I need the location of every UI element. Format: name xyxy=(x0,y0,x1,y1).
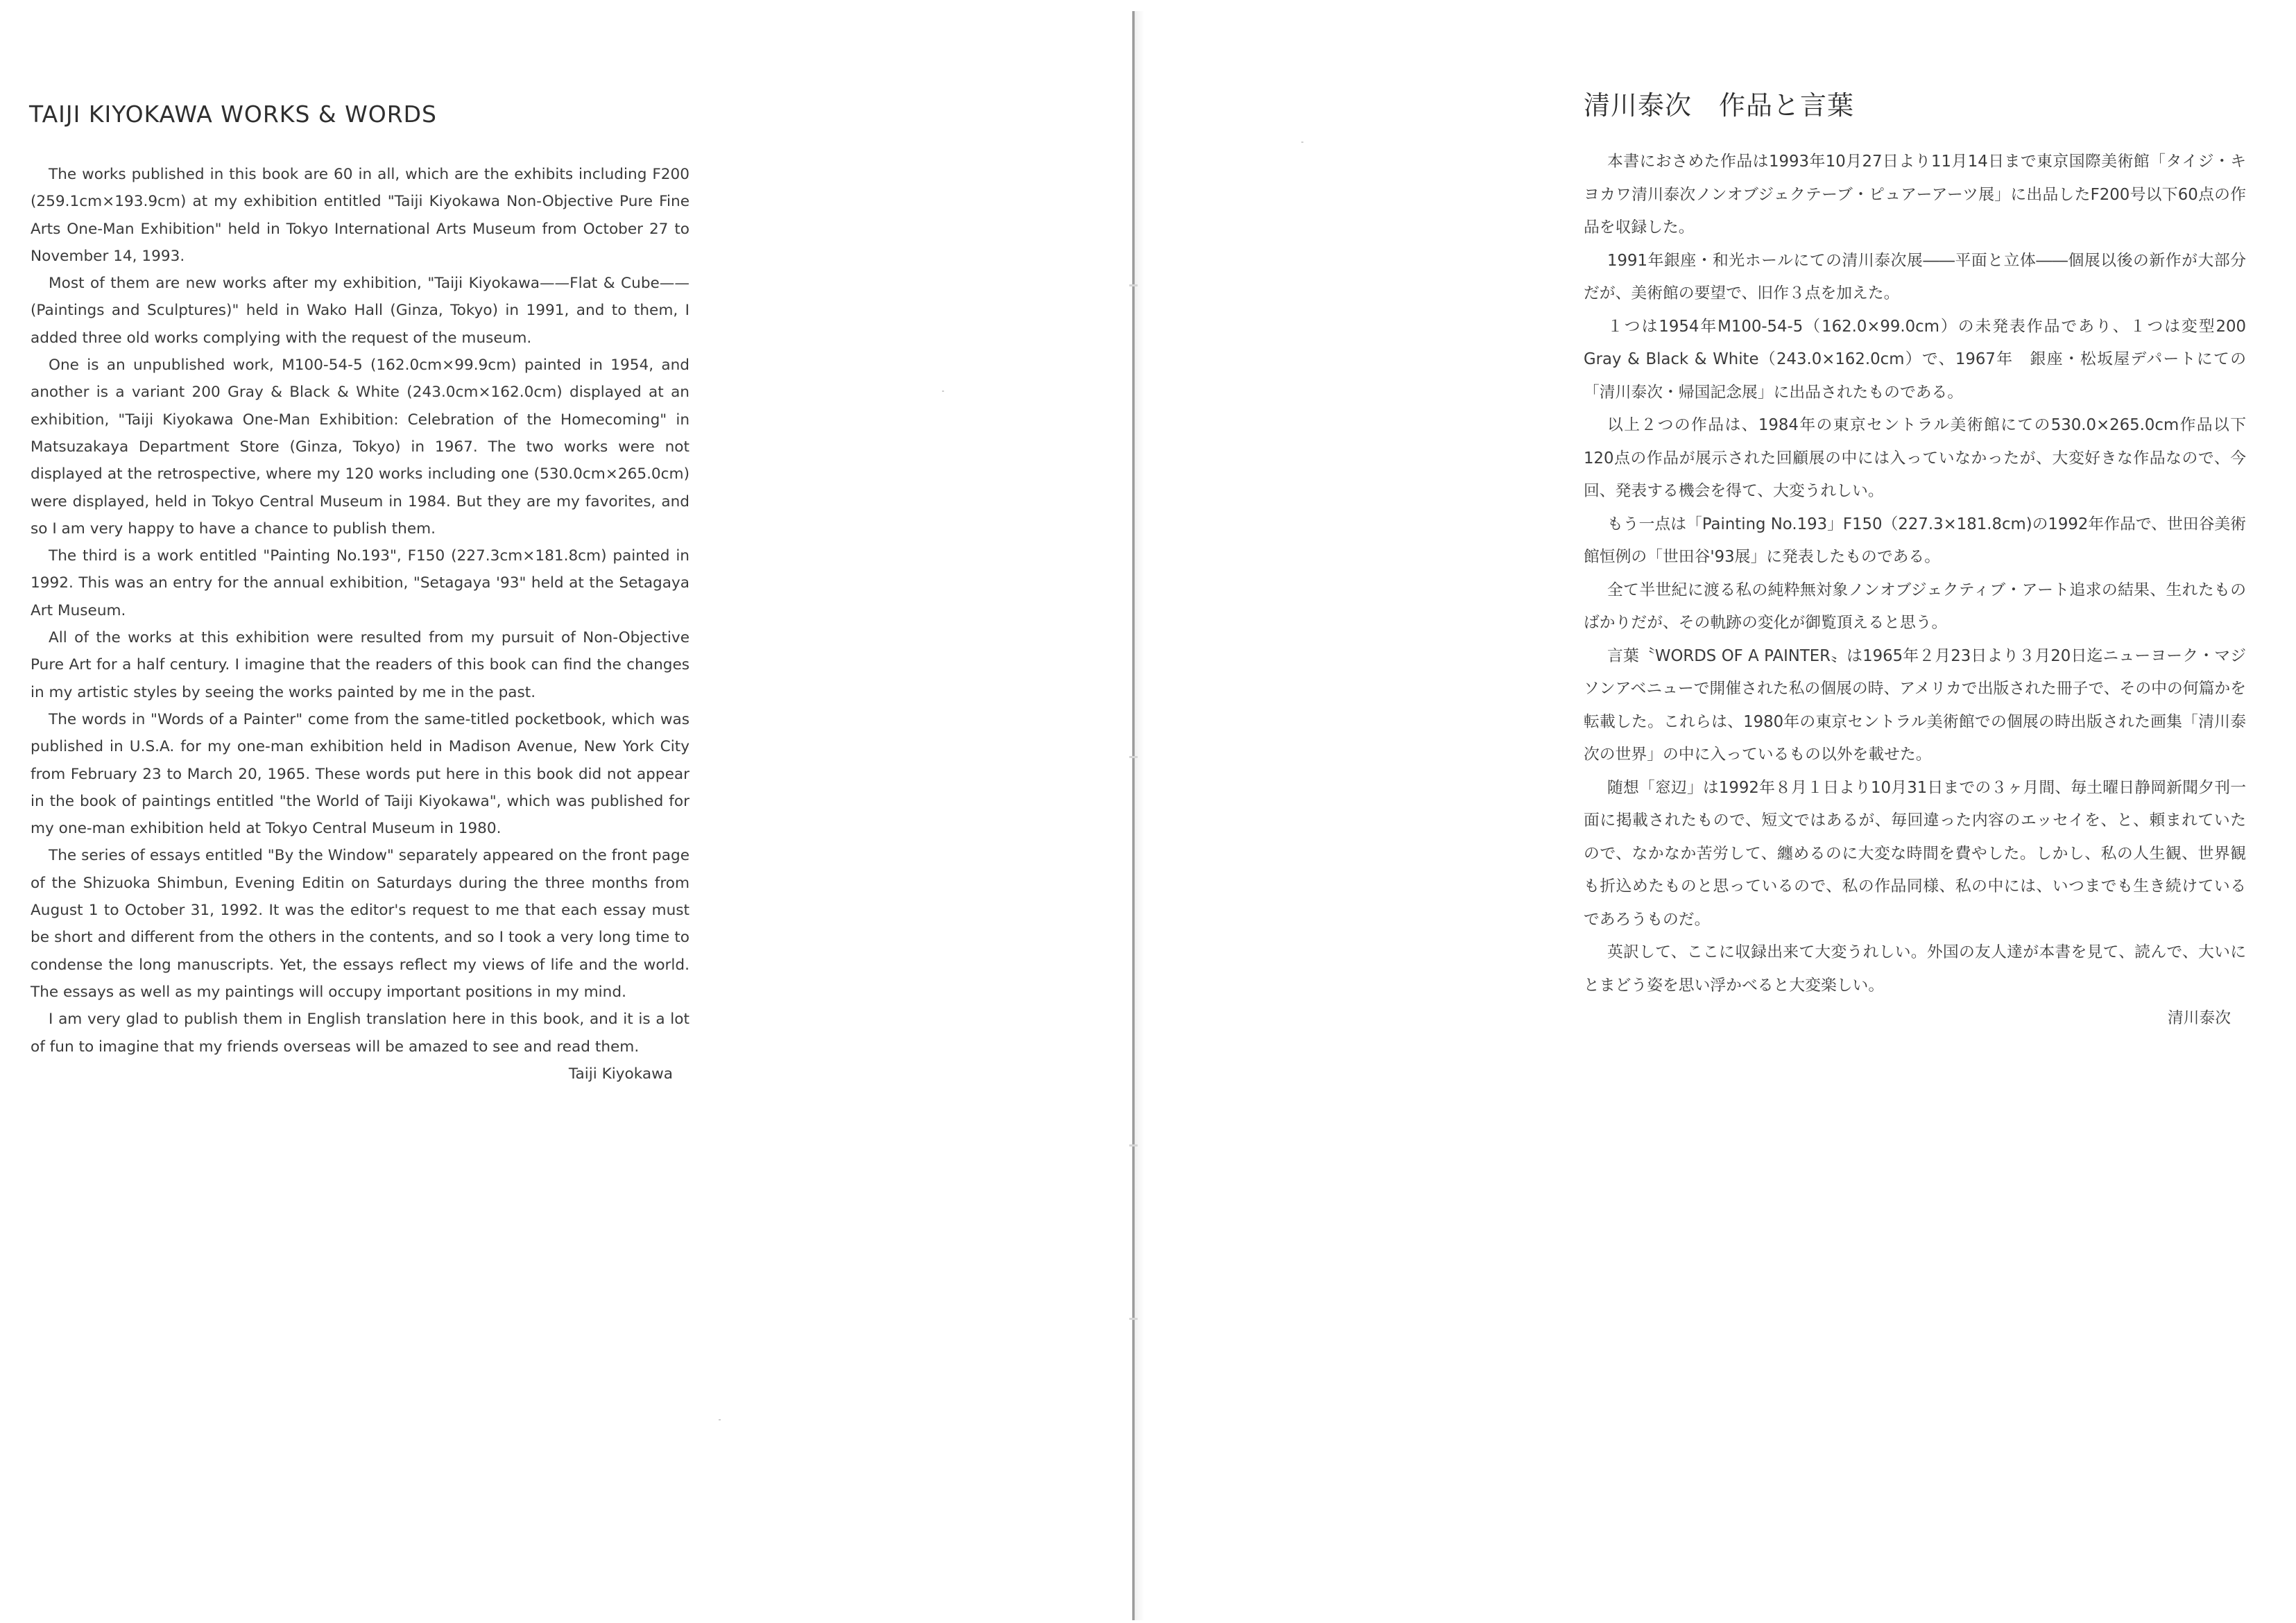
english-paragraph-8: I am very glad to publish them in English translation here in this book, and it is a lot of fun to imagine that my friends overseas will be amazed to see and read them. xyxy=(31,1011,689,1056)
binding-stitch xyxy=(1129,284,1138,286)
english-paragraph-6: The words in "Words of a Painter" come from the same-titled pocketbook, which was published in U.S.A. for my one-man exhibition held in Madison Avenue, New York City from February 23 to March 20, 1965. These words put here in this book did not appear in the book of paintings entitled "the World of Taiji Kiyokawa", which was published for my one-man exhibition held at Tokyo Central Museum in 1980. xyxy=(31,710,689,838)
japanese-paragraph-2: 1991年銀座・和光ホールにての清川泰次展――平面と立体――個展以後の新作が大部分だが、美術館の要望で、旧作３点を加えた。 xyxy=(1584,251,2246,302)
english-title: TAIJI KIYOKAWA WORKS & WORDS xyxy=(29,101,438,128)
japanese-paragraph-3: １つは1954年M100-54-5（162.0×99.0cm）の未発表作品であり、１つは変型200 Gray & Black & White（243.0×162.0cm）で、1967年 銀座・松坂屋デパートにての「清川泰次・帰国記念展」に出品されたものである。 xyxy=(1584,317,2246,402)
japanese-paragraph-6: 全て半世紀に渡る私の純粋無対象ノンオブジェクティブ・アート追求の結果、生れたものばかりだが、その軌跡の変化が御覧頂えると思う。 xyxy=(1584,581,2246,632)
japanese-title: 清川泰次 作品と言葉 xyxy=(1584,90,1855,121)
english-paragraph-3: One is an unpublished work, M100-54-5 (162.0cm×99.9cm) painted in 1954, and another is a variant 200 Gray & Black & White (243.0cm×162.0cm) displayed at an exhibition, "Taiji Kiyokawa One-Man Exhibition: Celebration of the Homecoming" in Matsuzakaya Department Store (Ginza, Tokyo) in 1967. The two works were not displayed at the retrospective, where my 120 works including one (530.0cm×265.0cm) were displayed, held in Tokyo Central Museum in 1984. But they are my favorites, and so I am very happy to have a chance to publish them. xyxy=(31,357,689,538)
english-paragraph-7: The series of essays entitled "By the Window" separately appeared on the front page of the Shizuoka Shimbun, Evening Editin on Saturdays during the three months from August 1 to October 31, 1992. It was the editor's request to me that each essay must be short and different from the others in the contents, and so I took a very long time to condense the long manuscripts. Yet, the essays reflect my views of life and the world. The essays as well as my paintings will occupy important positions in my mind. xyxy=(31,847,689,1001)
english-body xyxy=(31,161,689,1088)
japanese-paragraph-9: 英訳して、ここに収録出来て大変うれしい。外国の友人達が本書を見て、読んで、大いにとまどう姿を思い浮かべると大変楽しい。 xyxy=(1584,943,2246,995)
english-paragraph-1: The works published in this book are 60 in all, which are the exhibits including F200 (259.1cm×193.9cm) at my exhibition entitled "Taiji Kiyokawa Non-Objective Pure Fine Arts One-Man Exhibition" held in Tokyo International Arts Museum from October 27 to November 14, 1993. xyxy=(31,166,689,265)
japanese-paragraph-1: 本書におさめた作品は1993年10月27日より11月14日まで東京国際美術館「タイジ・キヨカワ清川泰次ノンオブジェクテーブ・ピュアーアーツ展」に出品したF200号以下60点の作品を収録した。 xyxy=(1584,153,2246,237)
japanese-paragraph-8: 随想「窓辺」は1992年８月１日より10月31日までの３ヶ月間、毎土曜日静岡新聞夕刊一面に掲載されたもので、短文ではあるが、毎回違った内容のエッセイを、と、頼まれていたので、なかなか苦労して、纏めるのに大変な時間を費やした。しかし、私の人生観、世界観も折込めたものと思っているので、私の作品同様、私の中には、いつまでも生き続けているであろうものだ。 xyxy=(1584,778,2246,929)
english-paragraph-2: Most of them are new works after my exhibition, "Taiji Kiyokawa——Flat & Cube——(Paintings and Sculptures)" held in Wako Hall (Ginza, Tokyo) in 1991, and to them, I added three old works complying with the request of the museum. xyxy=(31,275,689,347)
japanese-paragraph-7: 言葉〝WORDS OF A PAINTER〟は1965年２月23日より３月20日迄ニューヨーク・マジソンアベニューで開催された私の個展の時、アメリカで出版された冊子で、その中の何篇かを転載した。これらは、1980年の東京セントラル美術館での個展の時出版された画集「清川泰次の世界」の中に入っているもの以外を載せた。 xyxy=(1584,646,2246,764)
english-signature: Taiji Kiyokawa xyxy=(568,1065,673,1083)
japanese-paragraph-5: もう一点は「Painting No.193」F150（227.3×181.8cm)の1992年作品で、世田谷美術館恒例の「世田谷'93展」に発表したものである。 xyxy=(1584,515,2246,566)
paper-speck xyxy=(719,1419,721,1420)
binding-stitch xyxy=(1129,756,1138,758)
japanese-paragraph-4: 以上２つの作品は、1984年の東京セントラル美術館にての530.0×265.0cm作品以下120点の作品が展示された回顧展の中には入っていなかったが、大変好きな作品なので、今回、発表する機会を得て、大変うれしい。 xyxy=(1584,416,2246,500)
binding-stitch xyxy=(1129,1144,1138,1147)
book-spine xyxy=(1132,11,1135,1620)
japanese-body xyxy=(1584,146,2246,1036)
binding-stitch xyxy=(1129,1318,1138,1320)
english-paragraph-5: All of the works at this exhibition were resulted from my pursuit of Non-Objective Pure Art for a half century. I imagine that the readers of this book can find the changes in my artistic styles by seeing the works painted by me in the past. xyxy=(31,629,689,701)
left-page xyxy=(0,0,1138,1623)
right-page xyxy=(1138,0,2296,1623)
japanese-signature: 清川泰次 xyxy=(2167,1009,2231,1027)
english-paragraph-4: The third is a work entitled "Painting No.193", F150 (227.3cm×181.8cm) painted in 1992. This was an entry for the annual exhibition, "Setagaya '93" held at the Setagaya Art Museum. xyxy=(31,547,689,619)
paper-speck xyxy=(942,390,944,392)
